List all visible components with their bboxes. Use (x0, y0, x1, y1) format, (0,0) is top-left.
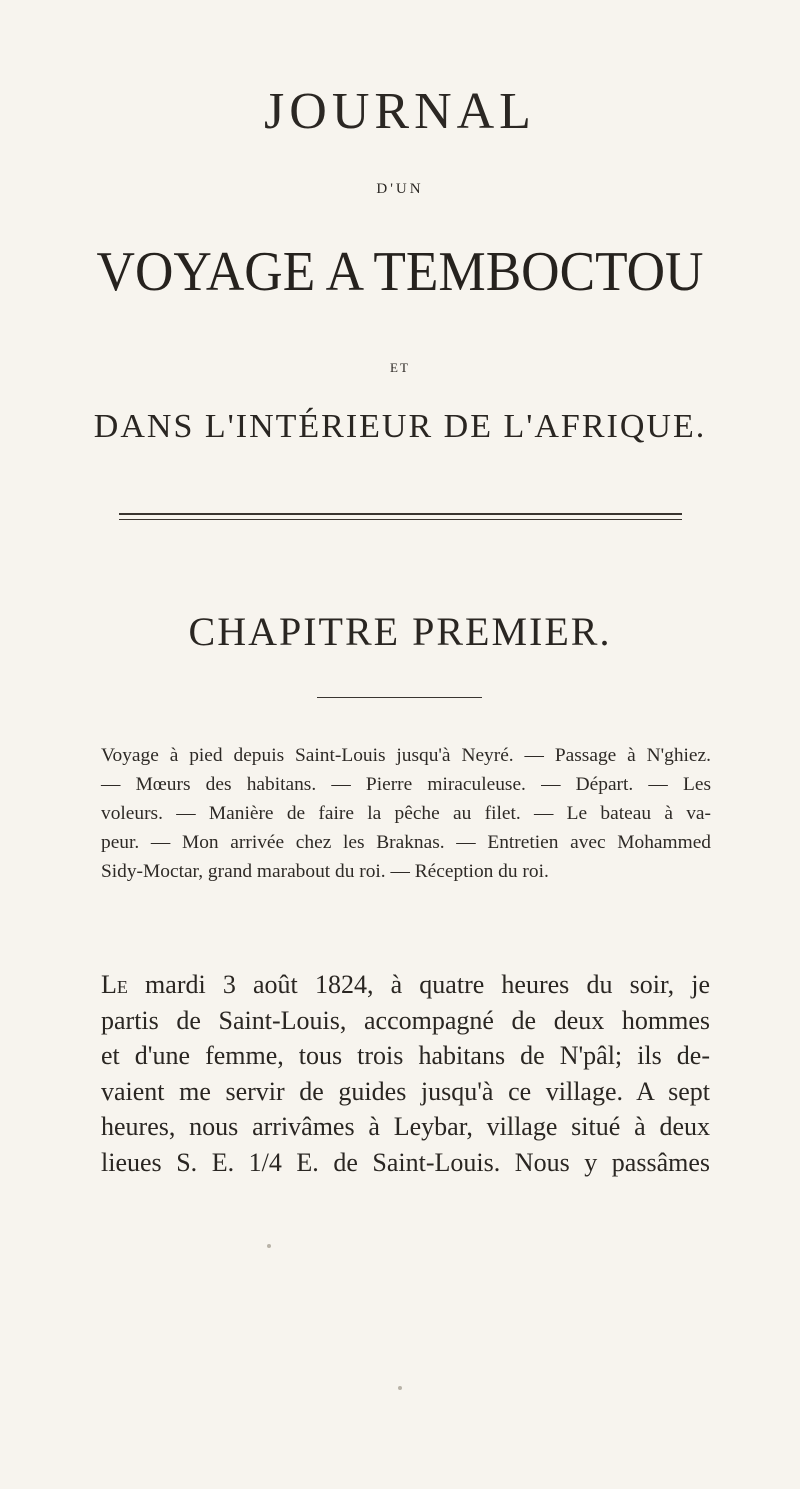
title-dun: D'UN (376, 181, 424, 197)
paper-speck (398, 1386, 402, 1390)
lead-smallcaps: Le (101, 970, 128, 999)
chapter-summary (101, 741, 711, 886)
title-dans: DANS L'INTÉRIEUR DE L'AFRIQUE. (93, 408, 707, 445)
title-et: ET (390, 360, 410, 375)
body-line (101, 967, 710, 1003)
summary-line: Voyage à pied depuis Saint-Louis jusqu'à Neyré. — Passage à N'ghiez. (101, 745, 711, 766)
double-rule-divider (119, 513, 682, 520)
title-voyage: VOYAGE A TEMBOCTOU (96, 241, 704, 303)
summary-line: voleurs. — Manière de faire la pêche au filet. — Le bateau à va- (101, 803, 711, 824)
short-rule-divider (317, 697, 482, 698)
body-line: lieues S. E. 1/4 E. de Saint-Louis. Nous y passâmes (101, 1147, 710, 1177)
body-line: heures, nous arrivâmes à Leybar, village situé à deux (101, 1112, 710, 1141)
summary-line: peur. — Mon arrivée chez les Braknas. — Entretien avec Mohammed (101, 832, 711, 853)
body-line-first-rest: mardi 3 août 1824, à quatre heures du soir, je (127, 970, 710, 999)
chapter-title: CHAPITRE PREMIER. (188, 609, 612, 654)
paper-speck (267, 1244, 271, 1248)
summary-line: Sidy-Moctar, grand marabout du roi. — Réception du roi. (101, 861, 549, 882)
body-line: et d'une femme, tous trois habitans de N'pâl; ils de- (101, 1041, 710, 1070)
body-line: partis de Saint-Louis, accompagné de deux hommes (101, 1005, 710, 1035)
body-line: vaient me servir de guides jusqu'à ce village. A sept (101, 1076, 710, 1106)
summary-line: — Mœurs des habitans. — Pierre miraculeuse. — Départ. — Les (101, 774, 711, 795)
body-paragraph (101, 967, 710, 1180)
title-journal: JOURNAL (264, 83, 536, 140)
